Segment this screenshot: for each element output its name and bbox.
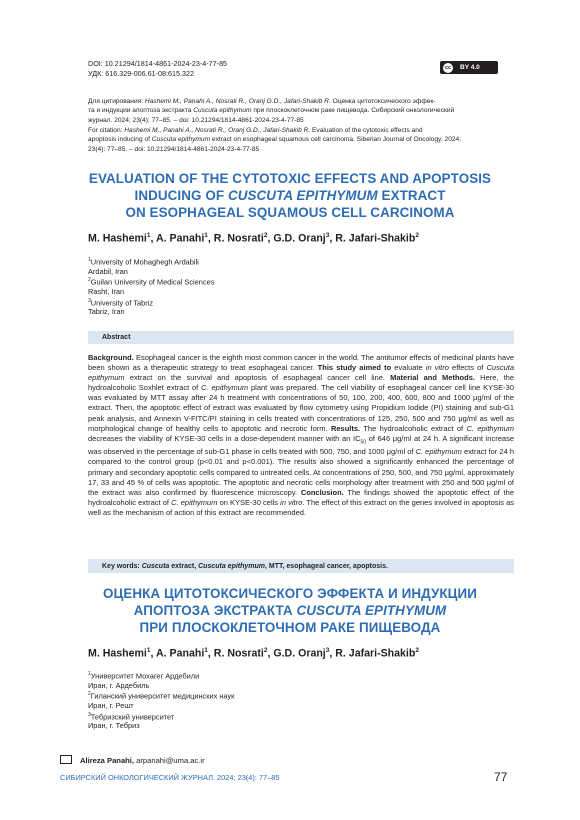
affiliation-line: Иран, г. Ардебиль	[88, 680, 150, 690]
affiliation-line: $^1$Университет Мохагег Ардебили	[88, 671, 200, 681]
abstract-text: Background. Esophageal cancer is the eighth most common cancer in the world. The antitumor effects of medicinal plants have been shown as a therapeutic strategy to treat esophageal cancer. This study aimed to evaluate in vitro effects of Cuscuta epithymum extract on the survival and apoptosis of esophageal cancer cell line. Material and Methods. Here, the hydroalcoholic Soxhlet extract of C. epithymum plant was prepared. The cell viability of esophageal cancer cell line KYSE-30 was evaluated by MTT assay after 24 h treatment with concentrations of 50, 100, 200, 400, 600, 800 and 1000 μg/ml of the extract. Then, the apoptotic effect of extract was evaluated by flow cytometry using Propidium Iodide (PI) staining and sub-G1 peak analysis, and Annexin V-FITC/PI staining in cells treated with concentrations of 125, 250, 500 and 750 μg/ml as well as morphological change of healthy cells to apoptotic and necrotic form. Results. The hydroalcoholic extract of C. epithymum decreases the viability of KYSE-30 cells in a dose-dependent manner with an $IC_{50}$ of 646 μg/ml at 24 h. A significant increase was observed in the percentage of sub-G1 phase in cells treated with 500, 750, and 1000 μg/ml of C. epithymum extract for 24 h compared to the control group (p<0.01 and p<0.001). The results also showed a significantly enhanced the percentage of primary and secondary apoptotic cells compared to untreated cells. At concentrations of 250, 500, and 750 μg/ml, approximately 17, 33 and 45 % of cells was apoptotic. The apoptotic and necrotic cells morphology after treatment with 250 and 500 μg/ml of the extract was also confirmed by fluorescence microscopy. Conclusion. The findings showed the apoptotic effect of the hydroalcoholic extract of C. epithymum on KYSE-30 cells in vitro. The effect of this extract on the genes involved in apoptosis as well as the mechanism of action of this extract are recommended.	[88, 353, 515, 517]
affiliation-line: Иран, г. Тебриз	[88, 721, 140, 731]
affiliations-ru	[88, 670, 234, 731]
affiliation-line: $^3$University of Tabriz	[88, 297, 154, 308]
cc-icon: cc	[444, 64, 452, 71]
page-number: 77	[494, 770, 508, 784]
affiliation-line: Rasht, Iran	[88, 287, 125, 297]
license-label: BY 4.0	[460, 63, 480, 71]
cc-license-badge[interactable]	[440, 61, 498, 74]
affiliation-line: $^2$Guilan University of Medical Sciences	[88, 277, 215, 287]
affiliation-line: $^2$Гиланский университет медицинских наук	[88, 691, 235, 701]
udc-code: УДК: 616.329-006.61-08:615.322	[88, 69, 195, 78]
abstract-heading: Abstract	[88, 331, 514, 344]
affiliation-line: Иран, г. Решт	[88, 701, 134, 711]
keywords: Key words: Cuscuta extract, Cuscuta epithymum, MTT, esophageal cancer, apoptosis.	[102, 562, 388, 570]
article-title-ru: ОЦЕНКА ЦИТОТОКСИЧЕСКОГО ЭФФЕКТА И ИНДУКЦИИ АПОПТОЗА ЭКСТРАКТА CUSCUTA EPITHYMUM ПРИ ПЛОСКОКЛЕТОЧНОМ РАКЕ ПИЩЕВОДА	[102, 586, 477, 635]
affiliation-line: Ardabil, Iran	[88, 266, 128, 276]
journal-footer: СИБИРСКИЙ ОНКОЛОГИЧЕСКИЙ ЖУРНАЛ. 2024; 23(4): 77–85	[60, 773, 280, 782]
envelope-icon	[60, 755, 72, 764]
affiliation-line: $^3$Тебризский университет	[88, 711, 175, 722]
author-list-ru: M. Hashemi$^1$, A. Panahi$^1$, R. Nosrati$^2$, G.D. Oranj$^3$, R. Jafari-Shakib$^2$	[88, 647, 419, 660]
article-title-en: EVALUATION OF THE CYTOTOXIC EFFECTS AND APOPTOSIS INDUCING OF CUSCUTA EPITHYMUM EXTRACT ON ESOPHAGEAL SQUAMOUS CELL CARCINOMA	[88, 171, 492, 220]
keywords-bar	[88, 559, 514, 573]
citation-ru: Для цитирования: Hashemi M., Panahi A., Nosrati R., Oranj G.D., Jafari-Shakib R. Оценка цитотоксического эффек- та и индукции апоптоза экстракта Cuscuta epithymum при плоскоклеточном раке пищевода. Сибирский онкологический журнал. 2024; 23(4): 77–85. – doi: 10.21294/1814-4861-2024-23-4-77-85	[88, 98, 455, 124]
email-link[interactable]: arpanahi@uma.ac.ir	[134, 756, 205, 765]
affiliations-en	[88, 256, 214, 317]
affiliation-line: Tabriz, Iran	[88, 307, 125, 317]
author-list-en: M. Hashemi$^1$, A. Panahi$^1$, R. Nosrati$^2$, G.D. Oranj$^3$, R. Jafari-Shakib$^2$	[88, 232, 419, 245]
citation-en: For citation: Hashemi M., Panahi A., Nosrati R., Oranj G.D., Jafari-Shakib R. Evaluation of the cytotoxic effects and apoptosis inducing of Cuscuta epithymum extract on esophageal squamous cell carcinoma. Siberian Journal of Oncology. 2024; 23(4): 77–85. – doi: 10.21294/1814-4861-2024-23-4-77-85	[88, 127, 462, 153]
affiliation-line: $^1$University of Mohaghegh Ardabili	[88, 257, 199, 267]
doi[interactable]: DOI: 10.21294/1814-4861-2024-23-4-77-85	[88, 59, 228, 68]
correspondence: Alireza Panahi, arpanahi@uma.ac.ir	[60, 754, 205, 765]
